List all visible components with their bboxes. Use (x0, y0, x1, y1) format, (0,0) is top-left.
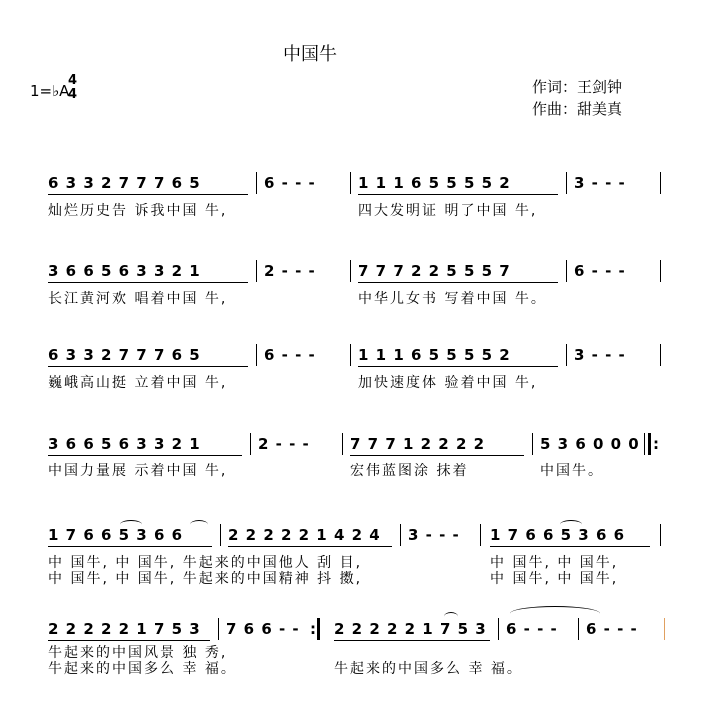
lyricist: 作词：王剑钟 (532, 78, 623, 96)
repeat-dots: : (310, 620, 317, 638)
barline (256, 344, 257, 366)
measure-notes: 2 2 2 2 2 1 4 2 4 (228, 526, 381, 544)
underline (358, 366, 558, 367)
tie (510, 606, 600, 621)
underline (48, 366, 248, 367)
measure-notes: 6 - - - (264, 174, 316, 192)
slur (190, 520, 208, 529)
barline (566, 344, 567, 366)
underline (48, 282, 248, 283)
measure-notes: 6 - - - (574, 262, 626, 280)
lyric-line: 中 国牛, 中 国牛, (490, 571, 619, 587)
measure-notes: 3 - - - (574, 346, 626, 364)
underline (350, 455, 524, 456)
time-signature-top: 4 (68, 73, 78, 88)
measure-notes: 3 6 6 5 6 3 3 2 1 (48, 435, 201, 453)
barline (350, 344, 351, 366)
underline (358, 282, 558, 283)
barline (256, 260, 257, 282)
slur (120, 520, 142, 529)
measure-notes: 1 7 6 6 5 3 6 6 (48, 526, 184, 544)
measure-notes: 2 2 2 2 2 1 7 5 3 (334, 620, 487, 638)
lyric-line: 中 国牛, 中 国牛, 牛起来的中国精神 抖 擞, (48, 571, 363, 587)
measure-notes: 5 3 6 0 0 0 (540, 435, 640, 453)
barline (480, 524, 481, 546)
barline (350, 260, 351, 282)
lyric-line: 中 国牛, 中 国牛, (490, 555, 619, 571)
measure-notes: 2 - - - (264, 262, 316, 280)
time-signature (68, 74, 77, 102)
underline (48, 455, 242, 456)
barline (218, 618, 219, 640)
measure-notes: 6 3 3 2 7 7 7 6 5 (48, 174, 201, 192)
barline (220, 524, 221, 546)
measure-notes: 7 6 6 - - (226, 620, 300, 638)
lyric-line: 牛起来的中国多么 幸 福。 (334, 661, 523, 677)
lyric-line: 中国牛。 (540, 463, 604, 479)
underline (228, 546, 392, 547)
lyric-line: 四大发明证 明了中国 牛, (358, 203, 538, 219)
measure-notes: 2 2 2 2 2 1 7 5 3 (48, 620, 201, 638)
composer: 作曲：甜美真 (532, 100, 623, 118)
underline (490, 546, 650, 547)
lyric-line: 中华儿女书 写着中国 牛。 (358, 291, 547, 307)
measure-notes: 6 - - - (506, 620, 558, 638)
barline (256, 172, 257, 194)
key-signature: 1=♭A (30, 82, 70, 100)
barline (498, 618, 499, 640)
barline (342, 433, 343, 455)
measure-notes: 7 7 7 2 2 5 5 5 7 (358, 262, 511, 280)
measure-notes: 3 - - - (574, 174, 626, 192)
repeat-barline (648, 433, 651, 455)
barline (660, 344, 661, 366)
underline (334, 640, 490, 641)
underline (48, 640, 210, 641)
underline (48, 546, 212, 547)
lyric-line: 加快速度体 验着中国 牛, (358, 375, 538, 391)
measure-notes: 3 - - - (408, 526, 460, 544)
barline (660, 260, 661, 282)
final-barline (664, 618, 665, 640)
barline (566, 260, 567, 282)
lyric-line: 牛起来的中国风景 独 秀, (48, 645, 228, 661)
measure-notes: 6 - - - (586, 620, 638, 638)
barline (400, 524, 401, 546)
fermata (444, 612, 458, 621)
lyric-line: 长江黄河欢 唱着中国 牛, (48, 291, 228, 307)
barline (250, 433, 251, 455)
barline (566, 172, 567, 194)
barline (578, 618, 579, 640)
lyric-line: 巍峨高山挺 立着中国 牛, (48, 375, 228, 391)
lyric-line: 中国力量展 示着中国 牛, (48, 463, 228, 479)
credits (532, 76, 622, 120)
measure-notes: 6 - - - (264, 346, 316, 364)
page-title: 中国牛 (283, 44, 337, 65)
lyric-line: 宏伟蓝图涂 抹着 (350, 463, 469, 479)
measure-notes: 1 7 6 6 5 3 6 6 (490, 526, 626, 544)
repeat-barline (317, 618, 320, 640)
barline (644, 433, 645, 455)
lyric-line: 牛起来的中国多么 幸 福。 (48, 661, 237, 677)
barline (660, 524, 661, 546)
measure-notes: 1 1 1 6 5 5 5 5 2 (358, 346, 511, 364)
underline (358, 194, 558, 195)
lyric-line: 中 国牛, 中 国牛, 牛起来的中国他人 刮 目, (48, 555, 363, 571)
measure-notes: 6 3 3 2 7 7 7 6 5 (48, 346, 201, 364)
underline (48, 194, 248, 195)
time-signature-bottom: 4 (68, 87, 78, 102)
barline (350, 172, 351, 194)
measure-notes: 2 - - - (258, 435, 310, 453)
barline (532, 433, 533, 455)
measure-notes: 3 6 6 5 6 3 3 2 1 (48, 262, 201, 280)
measure-notes: 1 1 1 6 5 5 5 5 2 (358, 174, 511, 192)
barline (660, 172, 661, 194)
slur (560, 520, 582, 529)
lyric-line: 灿烂历史告 诉我中国 牛, (48, 203, 228, 219)
measure-notes: 7 7 7 1 2 2 2 2 (350, 435, 486, 453)
repeat-dots: : (653, 435, 660, 453)
